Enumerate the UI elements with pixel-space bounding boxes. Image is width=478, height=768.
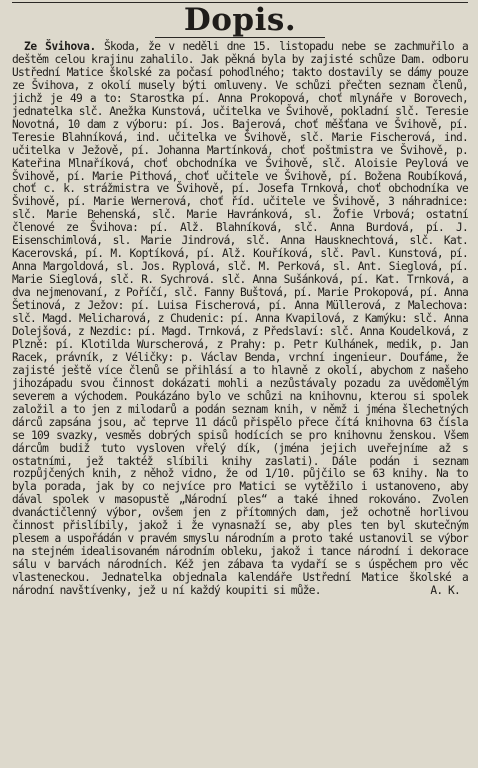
article-text (12, 41, 468, 598)
headline: Dopis. (183, 2, 297, 38)
article-signature: A. K. (430, 584, 460, 598)
article-body: Škoda, že v neděli dne 15. listopadu nebe se zachmuřilo a deštěm celou krajinu zahalilo. Jak pěkná byla by zajisté schůze Dam. odboru Ustřední Matice školské za počasí pohodlného; takto dostavily se dámy pouze ze Švihova, z okolí musely býti omluveny. Ve schůzi přečten seznam členů, jichž je 49 a to: Starostka pí. Anna Prokopová, choť mlynáře v Borovech, jednatelka slč. Anežka Kunstová, učitelka ve Švihově, pokladní slč. Teresie Novotná, 10 dam z výboru: pí. Jos. Bajerová, choť měšťana ve Švihově, pí. Teresie Blahníková, ind. učitelka ve Švihově, slč. Marie Fischerová, ind. učitelka v Ježově, pí. Johanna Martínková, choť poštmistra ve Švihově, p. Kateřina Mlnaříková, choť obchodníka ve Švihově, slč. Aloisie Peylová ve Švihově, pí. Marie Pithová, choť učitele ve Švihově, pí. Božena Roubíková, choť c. k. strážmistra ve Švihově, pí. Josefa Trnková, choť obchodníka ve Švihově, pí. Marie Wernerová, choť říd. učitele ve Švihově, 3 náhradnice: slč. Marie Behenská, slč. Marie Havránková, sl. Žofie Vrbová; ostatní členové ze Švihova: pí. Alž. Blahníková, slč. Anna Burdová, pí. J. Eisenschimlová, sl. Marie Jindrová, slč. Anna Hausknechtová, slč. Kat. Kacerovská, pí. M. Koptíková, pí. Alž. Kouříková, slč. Pavl. Kunstová, pí. Anna Margoldová, sl. Jos. Ryplová, slč. M. Perková, sl. Ant. Sieglová, pí. Marie Sieglová, slč. R. Sychrová. slč. Anna Sušánková, pí. Kat. Trnková, a dva nejmenovaní, z Poříčí, slč. Fanny Buštová, pí. Marie Prokopová, pí. Anna Šetinová, z Ježov: pí. Luisa Fischerová, pí. Anna Müllerová, z Malechova: slč. Magd. Melicharová, z Chudenic: pí. Anna Kvapilová, z Kamýku: slč. Anna Dolejšová, z Nezdic: pí. Magd. Trnková, z Předslaví: slč. Anna Koudelková, z Plzně: pí. Klotilda Wurscherová, z Prahy: p. Petr Kulhánek, medik, p. Jan Racek, právník, z Véličky: p. Václav Benda, vrchní ingenieur. Doufáme, že zajisté ještě více členů se přihlásí a to hlavně z okolí, abychom z našeho jihozápadu svou činnost dokázati mohli a nezůstávaly pozadu za uvědomělým severem a východem. Poukázáno bylo ve schůzi na knihovnu, kterou si spolek založil a to jen z milodarů a podán seznam knih, v němž i jména šlechetných dárců zapsána jsou, ač teprve 11 dáců přispělo přece čítá knihovna 63 čísla se 109 svazky, vesměs dobrých spisů hodících se pro knihovnu ženskou. Všem dárcům budiž tuto vysloven vřelý dík, (jména jejich uveřejníme až s ostatními, jež taktéž slíbili knihy zaslati). Dále podán i seznam rozpůjčených knih, z něhož vidno, že od 1/10. půjčilo se 63 knihy. Na to byla porada, jak by co nejvíce pro Matici se vytěžilo i ustanoveno, aby dával spolek v masopustě „Národní ples“ a také ihned rokováno. Zvolen dvanáctičlenný výbor, ovšem jen z přítomných dam, jež ochotně horlivou činnost přislíbily, jakož i že vynasnaží se, aby ples ten byl skutečným plesem a uspořádán v pravém smyslu národním a proto také ustanovil se výbor na stejném idealisovaném národním obleku, jakož i tance národní i dekorace sálu v barvách národních. Kéž jen zábava ta vydaří se s úspěchem pro věc vlasteneckou. Jednatelka objednala kalendáře Ustřední Matice školské a národní navštívenky, jež u ní každý koupiti si může. (12, 40, 468, 598)
article-dateline: Ze Švihova. (24, 40, 96, 53)
